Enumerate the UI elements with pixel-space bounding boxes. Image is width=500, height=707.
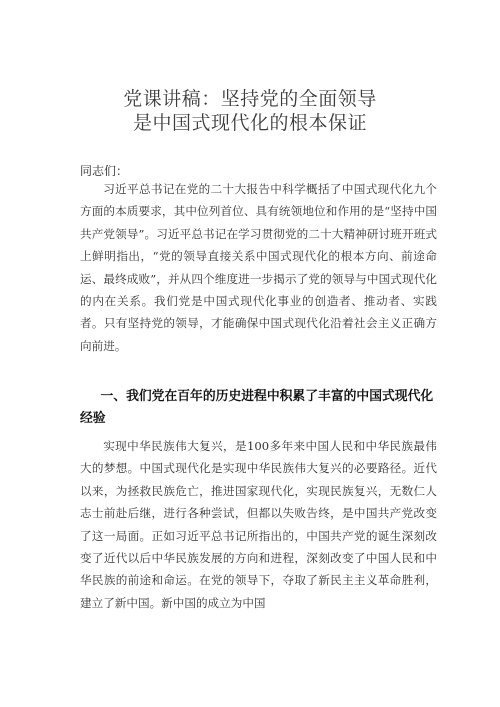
section-heading-1: 一、我们党在百年的历史进程中积累了丰富的中国式现代化经验: [80, 389, 434, 426]
document-title-line-1: 党课讲稿：坚持党的全面领导: [123, 88, 377, 110]
paragraph-intro: 习近平总书记在党的二十大报告中科学概括了中国式现代化九个方面的本质要求，其中位列首位、具有统领地位和作用的是“坚持中国共产党领导”。习近平总书记在学习贯彻党的二十大精神研讨班开班式上鲜明指出，“党的领导直接关系中国式现代化的根本方向、前途命运、最终成败”，并从四个维度进一步揭示了党的领导与中国式现代化的内在关系。我们党是中国式现代化事业的创造者、推动者、实践者。只有坚持党的领导，才能确保中国式现代化沿着社会主义正确方向前进。: [80, 182, 437, 353]
greeting: 同志们：: [80, 164, 129, 178]
document-title-line-2: 是中国式现代化的根本保证: [132, 112, 367, 134]
paragraph-section-1: 实现中华民族伟大复兴，是100多年来中国人民和中华民族最伟大的梦想。中国式现代化是实现中华民族伟大复兴的必要路径。近代以来，为拯救民族危亡，推进国家现代化，实现民族复兴，无数仁人志士前赴后继，进行各种尝试，但都以失败告终，是中国共产党改变了这一局面。正如习近平总书记所指出的，中国共产党的诞生深刻改变了近代以后中华民族发展的方向和进程，深刻改变了中国人民和中华民族的前途和命运。在党的领导下，夺取了新民主主义革命胜利，建立了新中国。新中国的成立为中国: [80, 439, 437, 610]
